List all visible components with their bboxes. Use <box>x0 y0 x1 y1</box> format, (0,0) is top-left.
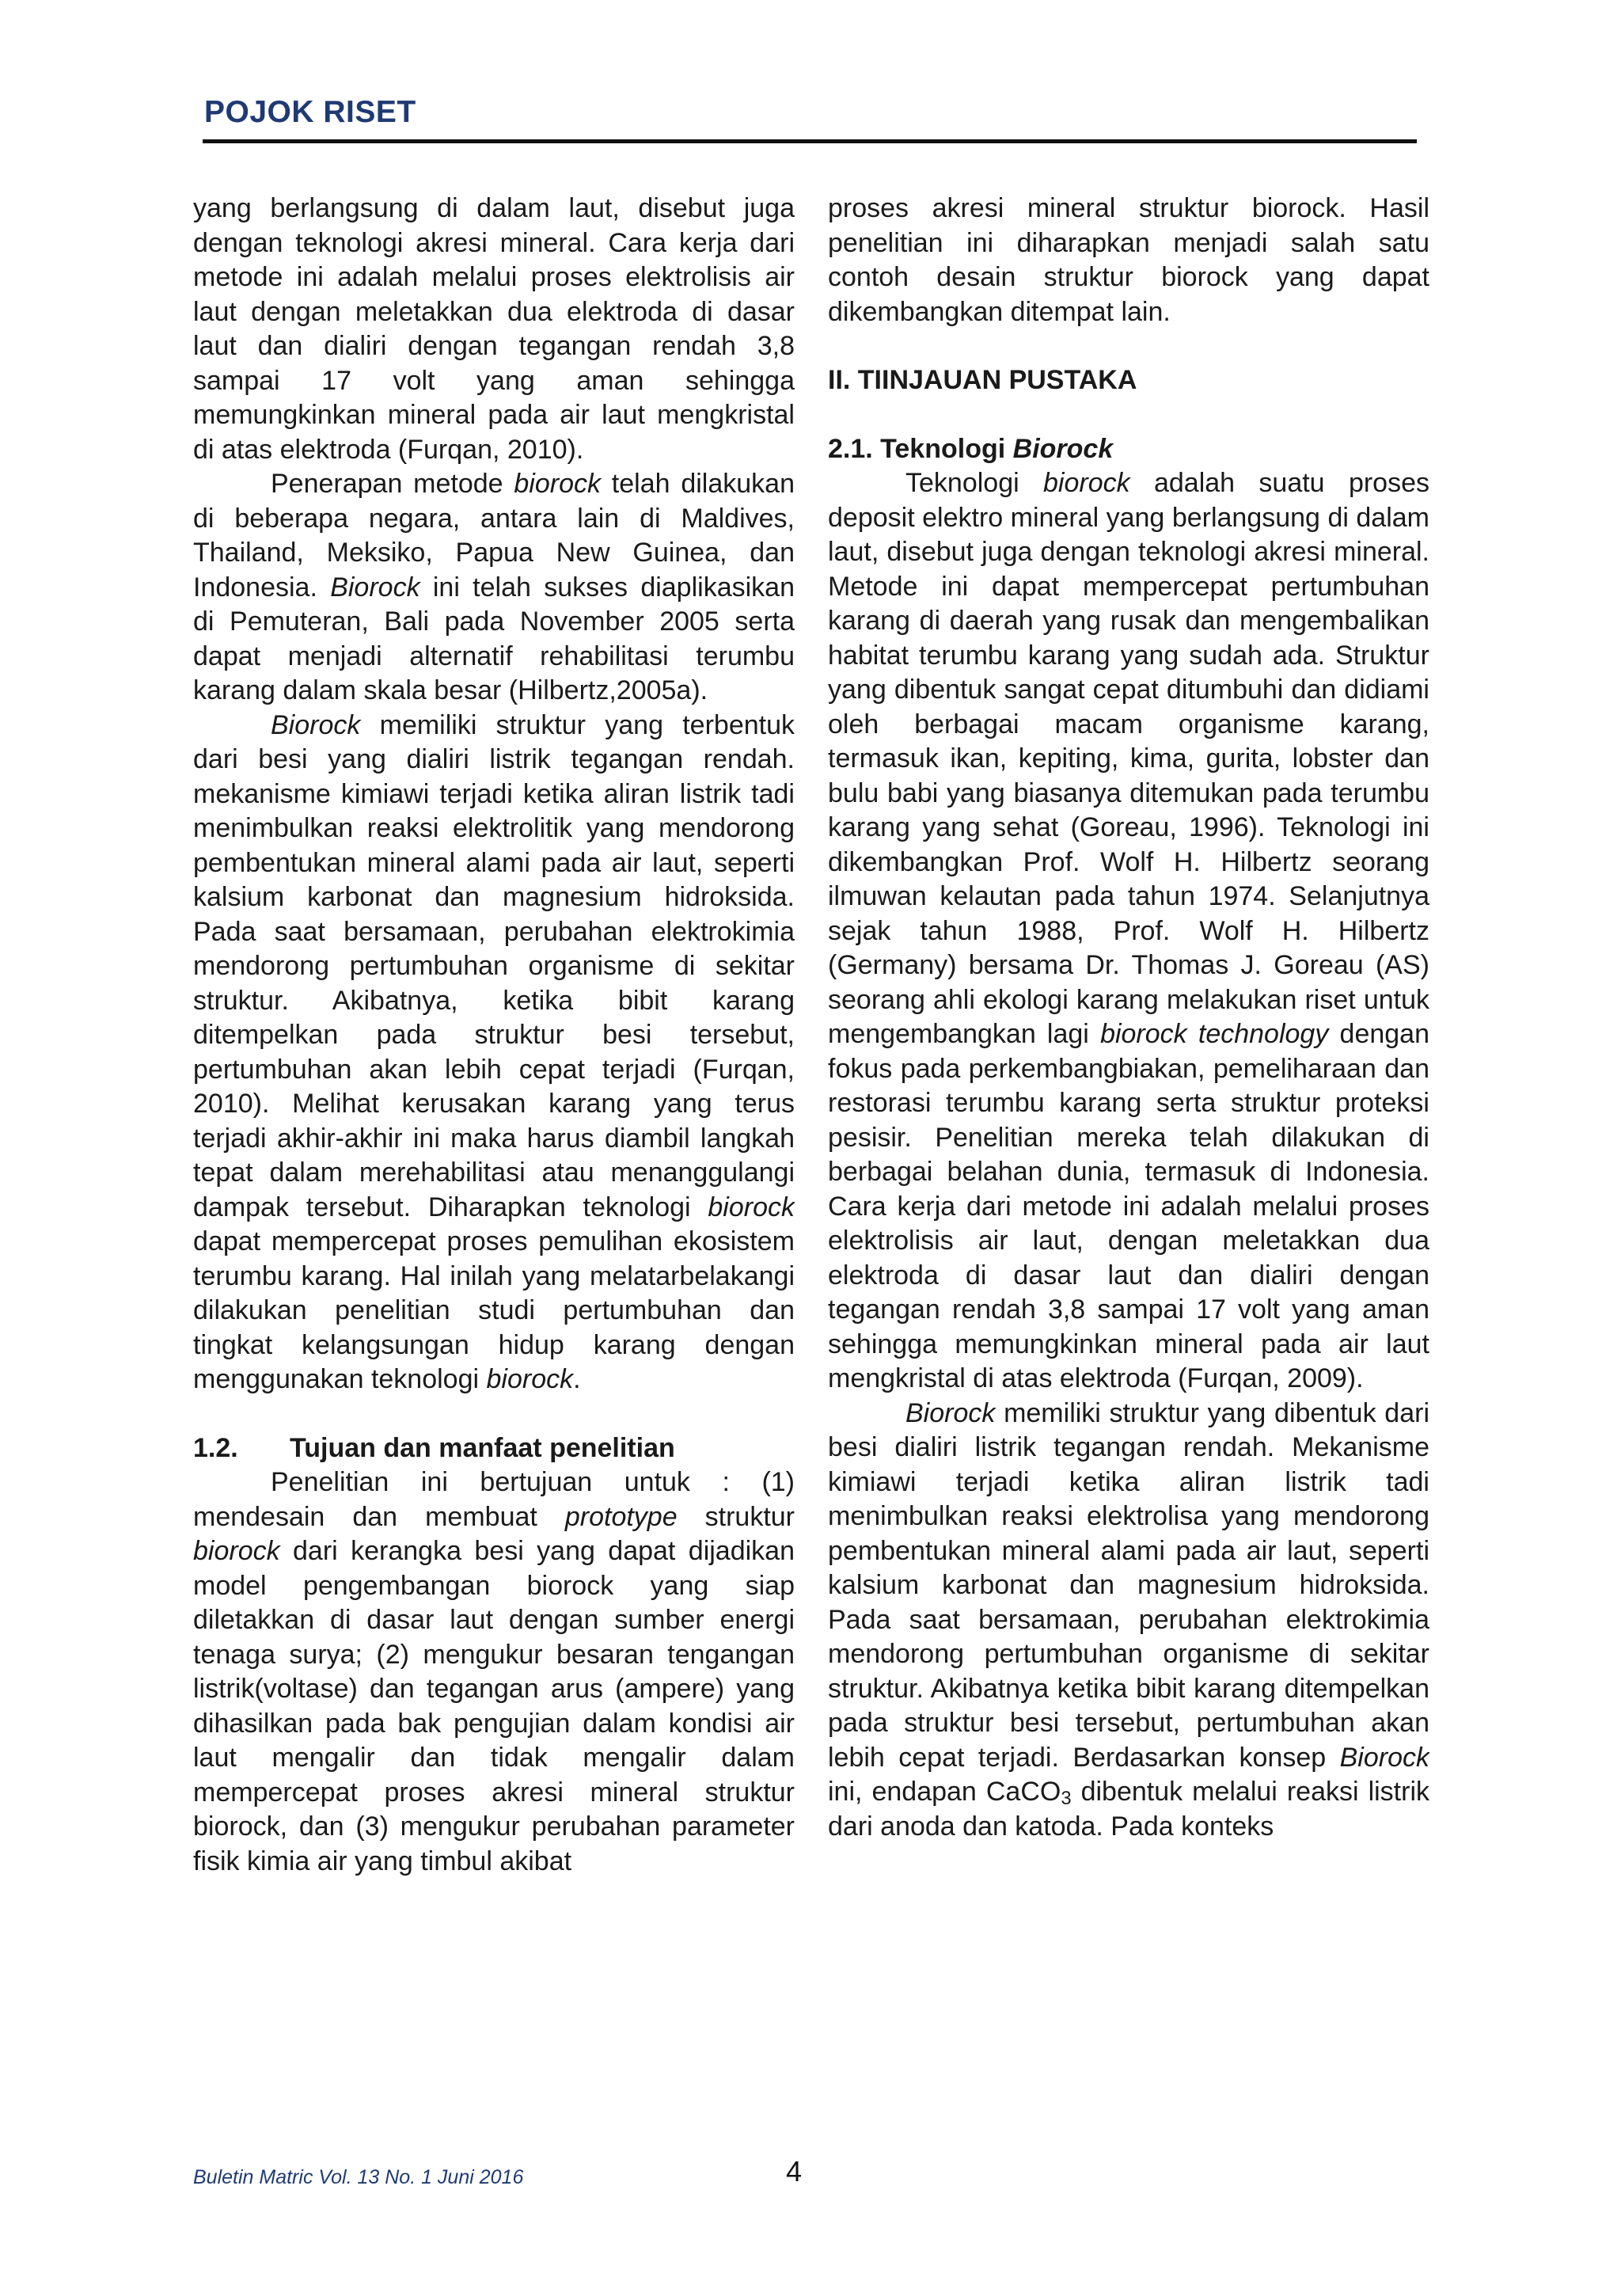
section-heading-2-1: 2.1. Teknologi Biorock <box>828 433 1114 464</box>
running-header: POJOK RISET <box>204 95 416 129</box>
paragraph: Penelitian ini bertujuan untuk : (1) mendesain dan membuat prototype struktur biorock dari kerangka besi yang dapat dijadikan model pengembangan biorock yang siap diletakkan di dasar laut dengan sumber energi tenaga surya; (2) mengukur besaran tengangan listrik(voltase) dan tegangan arus (ampere) yang dihasilkan pada bak pengujian dalam kondisi air laut mengalir dan tidak mengalir dalam mempercepat proses akresi mineral struktur biorock, dan (3) mengukur perubahan parameter fisik kimia air yang timbul akibat <box>193 1467 795 1876</box>
paragraph: Biorock memiliki struktur yang terbentuk dari besi yang dialiri listrik tegangan rendah. mekanisme kimiawi terjadi ketika aliran listrik tadi menimbulkan reaksi elektrolitik yang mendorong pembentukan mineral alami pada air laut, seperti kalsium karbonat dan magnesium hidroksida. Pada saat bersamaan, perubahan elektrokimia mendorong pertumbuhan organisme di sekitar struktur. Akibatnya, ketika bibit karang ditempelkan pada struktur besi tersebut, pertumbuhan akan lebih cepat terjadi (Furqan, 2010). Melihat kerusakan karang yang terus terjadi akhir-akhir ini maka harus diambil langkah tepat dalam merehabilitasi atau menanggulangi dampak tersebut. Diharapkan teknologi biorock dapat mempercepat proses pemulihan ekosistem terumbu karang. Hal inilah yang melatarbelakangi dilakukan penelitian studi pertumbuhan dan tingkat kelangsungan hidup karang dengan menggunakan teknologi biorock. <box>193 709 795 1394</box>
paragraph: yang berlangsung di dalam laut, disebut juga dengan teknologi akresi mineral. Cara kerja dari metode ini adalah melalui proses elektrolisis air laut dengan meletakkan dua elektroda di dasar laut dan dialiri dengan tegangan rendah 3,8 sampai 17 volt yang aman sehingga memungkinkan mineral pada air laut mengkristal di atas elektroda (Furqan, 2010). <box>193 193 795 465</box>
page-number: 4 <box>786 2155 803 2188</box>
footer-journal-name: Buletin Matric Vol. 13 No. 1 Juni 2016 <box>193 2166 524 2188</box>
right-column <box>828 192 1429 2100</box>
section-heading-1-2: 1.2. Tujuan dan manfaat penelitian <box>193 1432 675 1463</box>
paragraph: proses akresi mineral struktur biorock. Hasil penelitian ini diharapkan menjadi salah satu contoh desain struktur biorock yang dapat dikembangkan ditempat lain. <box>828 193 1429 327</box>
left-column <box>193 192 795 2100</box>
paragraph: Penerapan metode biorock telah dilakukan di beberapa negara, antara lain di Maldives, Thailand, Meksiko, Papua New Guinea, dan Indonesia. Biorock ini telah sukses diaplikasikan di Pemuteran, Bali pada November 2005 serta dapat menjadi alternatif rehabilitasi terumbu karang dalam skala besar (Hilbertz,2005a). <box>193 469 795 705</box>
paragraph: Biorock memiliki struktur yang dibentuk dari besi dialiri listrik tegangan rendah. Mekanisme kimiawi terjadi ketika aliran listrik tadi menimbulkan reaksi elektrolisa yang mendorong pembentukan mineral alami pada air laut, seperti kalsium karbonat dan magnesium hidroksida. Pada saat bersamaan, perubahan elektrokimia mendorong pertumbuhan organisme di sekitar struktur. Akibatnya ketika bibit karang ditempelkan pada struktur besi tersebut, pertumbuhan akan lebih cepat terjadi. Berdasarkan konsep Biorock ini, endapan CaCO$_3$ dibentuk melalui reaksi listrik dari anoda dan katoda. Pada konteks <box>828 1397 1429 1842</box>
section-heading-ii: II. TIINJAUAN PUSTAKA <box>828 365 1137 395</box>
paragraph: Teknologi biorock adalah suatu proses deposit elektro mineral yang berlangsung di dalam laut, disebut juga dengan teknologi akresi mineral. Metode ini dapat mempercepat pertumbuhan karang di daerah yang rusak dan mengembalikan habitat terumbu karang yang sudah ada. Struktur yang dibentuk sangat cepat ditumbuhi dan didiami oleh berbagai macam organisme karang, termasuk ikan, kepiting, kima, gurita, lobster dan bulu babi yang biasanya ditemukan pada terumbu karang yang sehat (Goreau, 1996). Teknologi ini dikembangkan Prof. Wolf H. Hilbertz seorang ilmuwan kelautan pada tahun 1974. Selanjutnya sejak tahun 1988, Prof. Wolf H. Hilbertz (Germany) bersama Dr. Thomas J. Goreau (AS) seorang ahli ekologi karang melakukan riset untuk mengembangkan lagi biorock technology dengan fokus pada perkembangbiakan, pemeliharaan dan restorasi terumbu karang serta struktur proteksi pesisir. Penelitian mereka telah dilakukan di berbagai belahan dunia, termasuk di Indonesia. Cara kerja dari metode ini adalah melalui proses elektrolisis air laut, dengan meletakkan dua elektroda di dasar laut dan dialiri dengan tegangan rendah 3,8 sampai 17 volt yang aman sehingga memungkinkan mineral pada air laut mengkristal di atas elektroda (Furqan, 2009). <box>828 468 1429 1393</box>
header-divider <box>203 139 1417 143</box>
